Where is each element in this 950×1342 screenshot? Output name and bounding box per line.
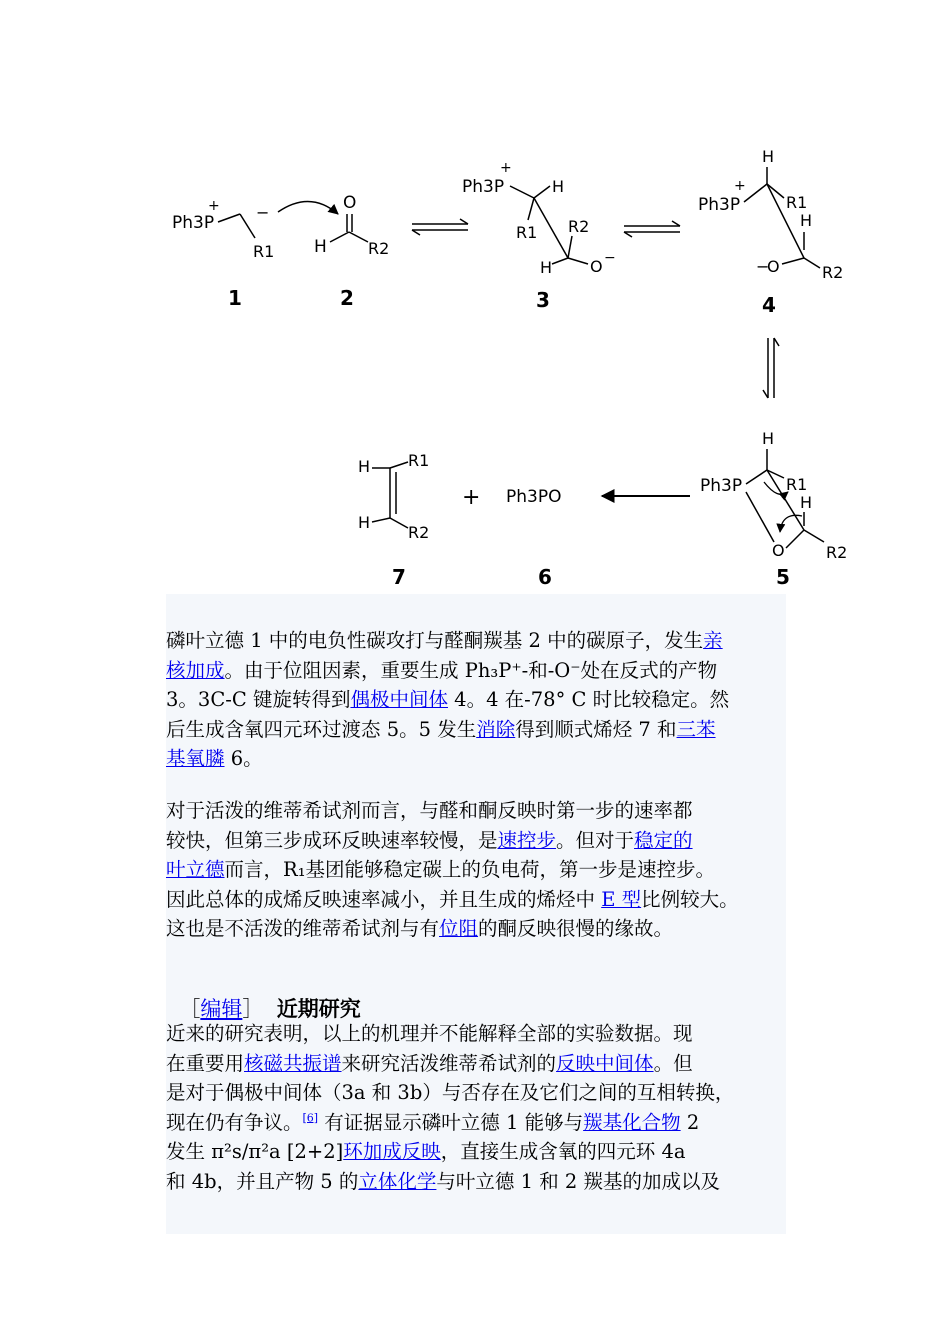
- compound-number-6: 6: [538, 565, 552, 589]
- compound-7: [358, 451, 429, 589]
- text-run: 6。: [224, 747, 263, 770]
- text-run: 。由于位阻因素，重要生成 Ph₃P⁺-和-O⁻处在反式的产物: [224, 658, 718, 682]
- wiki-link[interactable]: 羰基化合物: [583, 1110, 681, 1134]
- compound-6: [506, 487, 561, 589]
- svg-text:R2: R2: [368, 239, 390, 258]
- wiki-link[interactable]: 反映中间体: [556, 1051, 654, 1075]
- section-heading: ［编辑］ 近期研究: [179, 996, 361, 1021]
- text-run: 较快，但第三步成环反映速率较慢，是: [166, 828, 498, 852]
- text-run: 。但: [653, 1051, 693, 1075]
- svg-text:Ph3P: Ph3P: [462, 177, 505, 197]
- text-run: 在重要用: [166, 1051, 245, 1075]
- plus-charge: +: [208, 198, 220, 214]
- recent-research-paragraph: [166, 1019, 734, 1196]
- svg-text:+: +: [500, 160, 512, 176]
- wittig-mechanism-scheme: [150, 140, 850, 600]
- wiki-link[interactable]: 三苯: [676, 717, 716, 741]
- text-line: [166, 1049, 734, 1079]
- compound-1: [172, 198, 274, 310]
- wiki-link[interactable]: 偶极中间体: [350, 688, 448, 711]
- text-run: 和 4b，并且产物 5 的: [166, 1169, 359, 1193]
- svg-text:H: H: [314, 237, 327, 257]
- svg-text:−: −: [256, 203, 270, 222]
- equilibrium-arrow-3: [763, 338, 779, 398]
- text-line: [166, 855, 739, 885]
- compound-4: [698, 147, 843, 317]
- wiki-link[interactable]: 基氧膦: [166, 747, 225, 770]
- svg-text:R1: R1: [516, 223, 538, 242]
- text-run: 磷叶立德 1 中的电负性碳攻打与醛酮羰基 2 中的碳原子，发生: [166, 629, 704, 652]
- text-run: 2: [680, 1110, 700, 1134]
- text-run: 是对于偶极中间体（3a 和 3b）与否存在及它们之间的互相转换，: [166, 1081, 735, 1104]
- mechanism-paragraph: [166, 626, 729, 774]
- wiki-link[interactable]: 消除: [476, 717, 516, 741]
- wiki-link[interactable]: 速控步: [497, 828, 557, 852]
- text-line: [166, 1108, 734, 1138]
- text-run: 这也是不活泼的维蒂希试剂与有: [166, 917, 440, 940]
- svg-text:H: H: [358, 457, 371, 476]
- stabilized-ylide-paragraph: [166, 796, 739, 944]
- svg-text:Ph3P: Ph3P: [698, 195, 741, 215]
- text-line: [166, 914, 739, 944]
- compound-number-1: 1: [228, 286, 242, 310]
- svg-text:H: H: [762, 147, 775, 166]
- svg-text:H: H: [800, 211, 813, 230]
- svg-text:O: O: [772, 541, 785, 560]
- text-line: [166, 885, 739, 915]
- wiki-link[interactable]: 位阻: [439, 917, 479, 940]
- svg-text:−: −: [756, 257, 770, 276]
- text-line: [166, 1167, 734, 1197]
- wiki-link[interactable]: 立体化学: [358, 1169, 437, 1193]
- plus-sign: +: [462, 485, 481, 510]
- text-line: [166, 1137, 734, 1167]
- wiki-link[interactable]: 核加成: [166, 658, 225, 682]
- text-line: [166, 1078, 734, 1108]
- wiki-link[interactable]: 亲: [703, 629, 723, 652]
- text-run: 对于活泼的维蒂希试剂而言，与醛和酮反映时第一步的速率都: [166, 799, 693, 822]
- svg-text:H: H: [552, 177, 565, 196]
- svg-text:Ph3P: Ph3P: [700, 476, 743, 496]
- svg-text:O: O: [767, 257, 780, 276]
- text-line: [166, 796, 739, 826]
- citation-link[interactable]: [6]: [302, 1111, 319, 1124]
- text-run: 得到顺式烯烃 7 和: [515, 717, 677, 741]
- text-run: 后生成含氧四元环过渡态 5。5 发生: [166, 717, 477, 741]
- text-run: 与叶立德 1 和 2 羰基的加成以及: [436, 1169, 721, 1193]
- svg-text:R2: R2: [822, 263, 844, 282]
- text-run: 4。4 在-78° C 时比较稳定。然: [447, 688, 730, 711]
- text-line: [166, 685, 729, 715]
- curved-arrow-icon: [278, 201, 338, 214]
- svg-text:H: H: [358, 513, 371, 532]
- section-title: 近期研究: [276, 996, 361, 1021]
- text-run: 比例较大。: [641, 887, 739, 911]
- ph3p-label: Ph3P: [172, 213, 215, 233]
- wiki-link[interactable]: 叶立德: [166, 858, 225, 881]
- compound-5: [700, 429, 847, 589]
- wiki-link[interactable]: 核磁共振谱: [244, 1051, 342, 1075]
- compound-number-4: 4: [762, 293, 776, 317]
- wiki-link[interactable]: 环加成反映: [343, 1140, 441, 1163]
- compound-number-2: 2: [340, 286, 354, 310]
- equilibrium-arrow-1: [412, 219, 468, 235]
- svg-text:R1: R1: [408, 451, 430, 470]
- svg-text:R2: R2: [408, 523, 430, 542]
- text-line: [166, 626, 729, 656]
- text-run: 发生 π²s/π²a [2+2]: [166, 1140, 344, 1163]
- text-run: 有证据显示磷叶立德 1 能够与: [318, 1110, 584, 1134]
- compound-number-5: 5: [776, 565, 790, 589]
- wiki-link[interactable]: E 型: [601, 887, 642, 911]
- svg-text:R1: R1: [786, 475, 808, 494]
- text-run: 来研究活泼维蒂希试剂的: [341, 1051, 557, 1075]
- equilibrium-arrow-2: [624, 221, 680, 237]
- compound-2: [314, 193, 389, 310]
- compound-number-3: 3: [536, 288, 550, 312]
- svg-text:+: +: [734, 178, 746, 194]
- svg-text:H: H: [800, 493, 813, 512]
- compound-3: [462, 160, 616, 312]
- text-line: [166, 1019, 734, 1049]
- svg-text:R1: R1: [253, 242, 275, 261]
- text-run: 而言，R₁基团能够稳定碳上的负电荷，第一步是速控步。: [224, 858, 716, 881]
- text-line: [166, 656, 729, 686]
- text-run: 近来的研究表明，以上的机理并不能解释全部的实验数据。现: [166, 1022, 693, 1045]
- text-run: 因此总体的成烯反映速率减小，并且生成的烯烃中: [166, 887, 602, 911]
- svg-text:Ph3PO: Ph3PO: [506, 487, 562, 507]
- svg-text:O: O: [590, 257, 603, 276]
- text-run: 3。3C-C 键旋转得到: [166, 688, 351, 711]
- wiki-link[interactable]: 稳定的: [634, 828, 693, 852]
- svg-text:H: H: [540, 258, 553, 277]
- edit-link[interactable]: 编辑: [200, 997, 243, 1021]
- text-run: 的酮反映很慢的缘故。: [478, 917, 674, 940]
- text-line: [166, 744, 729, 774]
- svg-text:R1: R1: [786, 193, 808, 212]
- svg-text:R2: R2: [826, 543, 848, 562]
- text-line: [166, 715, 729, 745]
- electron-arrow-icon: [780, 515, 802, 532]
- text-line: [166, 826, 739, 856]
- svg-text:O: O: [343, 193, 357, 213]
- text-run: 现在仍有争议。: [166, 1110, 303, 1134]
- text-run: 。但对于: [556, 828, 635, 852]
- text-run: ，直接生成含氧的四元环 4a: [440, 1140, 686, 1163]
- svg-text:H: H: [762, 429, 775, 448]
- compound-number-7: 7: [392, 565, 406, 589]
- svg-text:−: −: [604, 250, 616, 266]
- svg-text:R2: R2: [568, 217, 590, 236]
